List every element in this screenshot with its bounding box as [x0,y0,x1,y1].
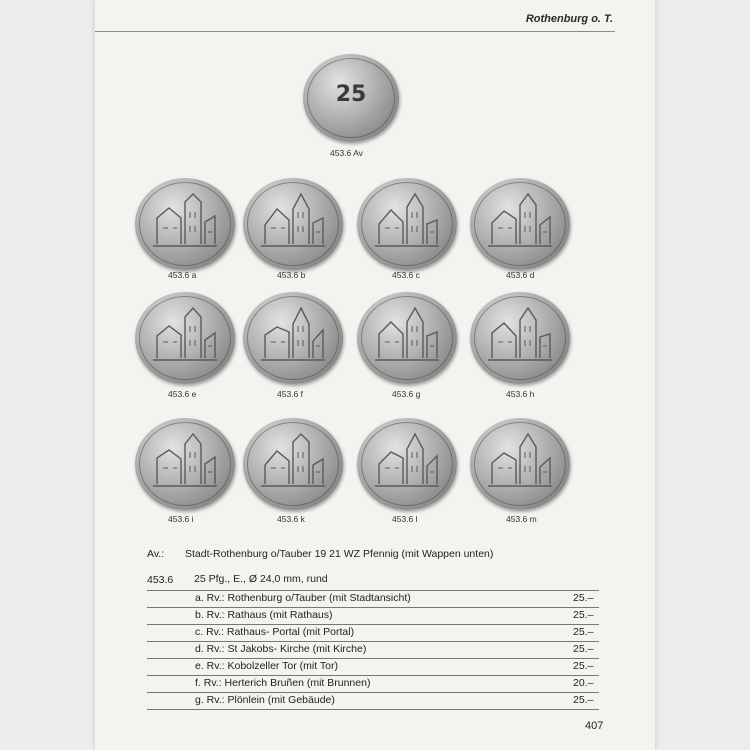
running-head: Rothenburg o. T. [525,13,613,25]
table-rule [147,675,599,676]
coin-tower-icon [243,418,343,510]
variety-description: d. Rv.: St Jakobs- Kirche (mit Kirche) [195,643,367,655]
variety-description: e. Rv.: Kobolzeller Tor (mit Tor) [195,660,338,672]
obverse-description: Stadt-Rothenburg o/Tauber 19 21 WZ Pfennig (mit Wappen unten) [185,548,494,560]
coin-spec: 25 Pfg., E., Ø 24,0 mm, rund [194,573,328,585]
coin-tower-icon [357,418,457,510]
variety-description: b. Rv.: Rathaus (mit Rathaus) [195,609,333,621]
coin-label: 453.6 i [168,514,194,524]
obverse-key: Av.: [147,548,165,560]
coin-obverse-digits: 25 [335,82,367,107]
variety-price: 25.– [573,609,594,621]
coin-town-hall-icon [243,178,343,270]
variety-price: 25.– [573,626,594,638]
table-rule [147,709,599,710]
coin-label: 453.6 m [506,514,537,524]
coin-town-view-icon [135,178,235,270]
table-rule [147,624,599,625]
table-rule [147,641,599,642]
coin-church-icon [470,178,570,270]
coin-label: 453.6 b [277,270,306,280]
variety-price: 25.– [573,660,594,672]
coin-obverse-icon [303,54,399,142]
coin-building-icon [357,292,457,384]
coin-label: 453.6 f [277,389,303,399]
table-rule [147,607,599,608]
coin-label: 453.6 Av [330,148,363,158]
variety-price: 25.– [573,643,594,655]
coin-label: 453.6 k [277,514,305,524]
coin-label: 453.6 g [392,389,421,399]
variety-price: 25.– [573,592,594,604]
coin-town-view-icon [470,418,570,510]
page-number: 407 [585,720,604,732]
variety-description: a. Rv.: Rothenburg o/Tauber (mit Stadtansicht) [195,592,411,604]
coin-label: 453.6 c [392,270,420,280]
variety-description: f. Rv.: Herterich Bruñen (mit Brunnen) [195,677,371,689]
catalog-number: 453.6 [147,574,174,586]
coin-fountain-icon [243,292,343,384]
coin-label: 453.6 d [506,270,535,280]
coin-label: 453.6 a [168,270,197,280]
variety-description: g. Rv.: Plönlein (mit Gebäude) [195,694,335,706]
header-rule [95,31,615,32]
table-rule [147,692,599,693]
coin-portal-icon [357,178,457,270]
coin-bridge-icon [135,418,235,510]
catalog-page [95,0,655,750]
variety-price: 20.– [573,677,594,689]
coin-tower-icon [470,292,570,384]
coin-label: 453.6 h [506,389,535,399]
table-rule-top [147,590,599,591]
table-rule [147,658,599,659]
coin-label: 453.6 l [392,514,418,524]
variety-price: 25.– [573,694,594,706]
variety-description: c. Rv.: Rathaus- Portal (mit Portal) [195,626,355,638]
coin-label: 453.6 e [168,389,197,399]
coin-gate-icon [135,292,235,384]
